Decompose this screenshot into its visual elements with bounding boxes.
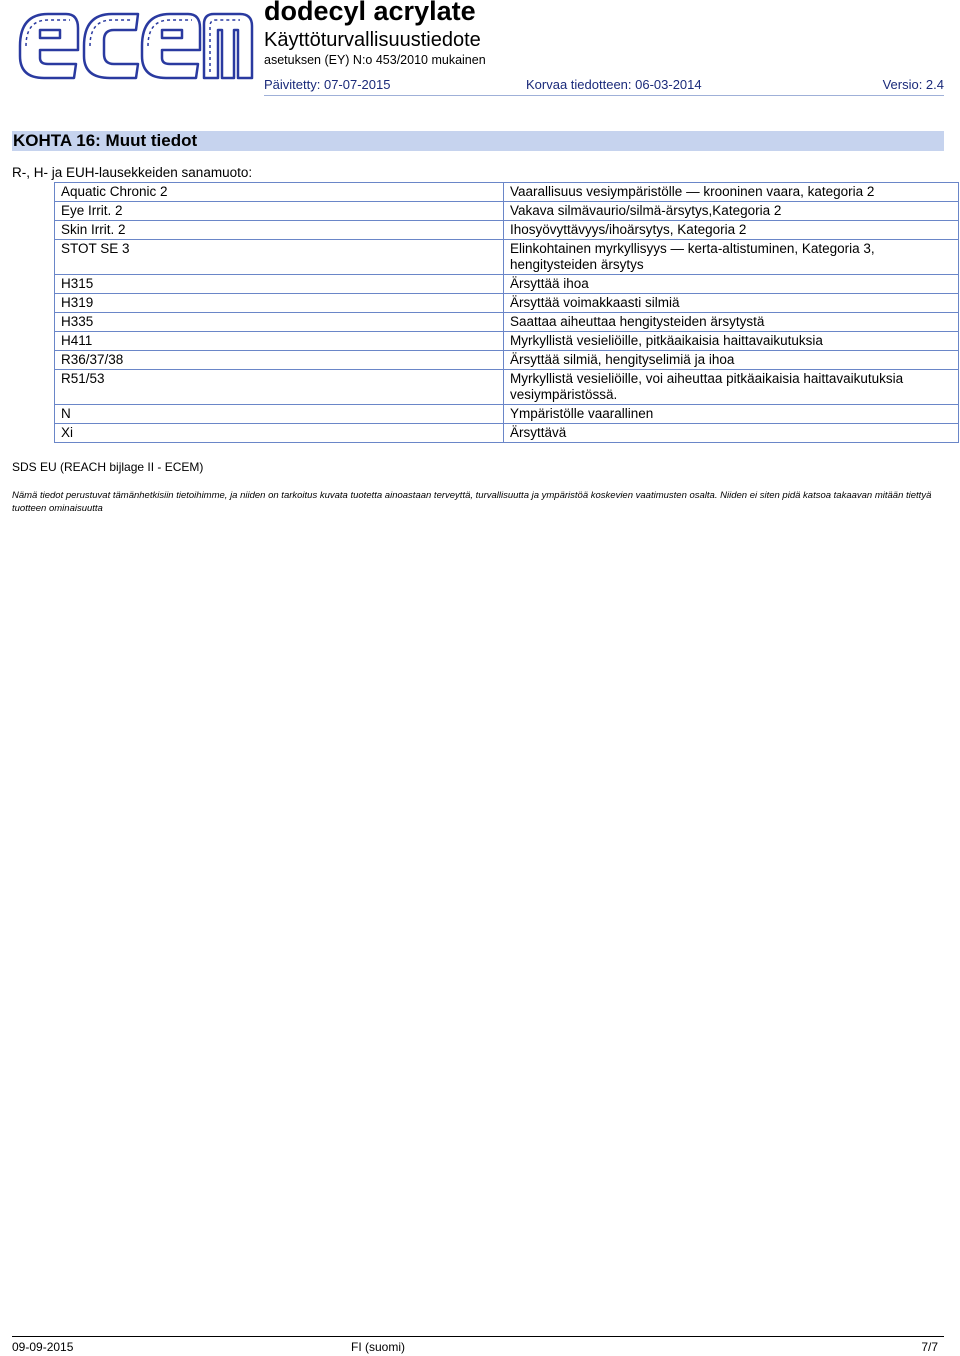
phrase-code: R51/53 xyxy=(55,370,504,405)
table-row xyxy=(55,332,959,351)
table-row xyxy=(55,275,959,294)
phrase-code: Aquatic Chronic 2 xyxy=(55,183,504,202)
table-row xyxy=(55,313,959,332)
phrase-code: H319 xyxy=(55,294,504,313)
footer-date: 09-09-2015 xyxy=(12,1340,74,1354)
replaces-date: Korvaa tiedotteen: 06-03-2014 xyxy=(526,77,702,92)
phrase-text: Saattaa aiheuttaa hengitysteiden ärsytystä xyxy=(504,313,959,332)
phrase-code: H315 xyxy=(55,275,504,294)
updated-date: Päivitetty: 07-07-2015 xyxy=(264,77,391,92)
phrase-text: Ärsyttää silmiä, hengityselimiä ja ihoa xyxy=(504,351,959,370)
phrase-text: Myrkyllistä vesieliöille, voi aiheuttaa pitkäaikaisia haittavaikutuksia vesiympäristössä. xyxy=(504,370,959,405)
header-divider xyxy=(264,95,944,96)
footer-language: FI (suomi) xyxy=(351,1340,405,1354)
phrase-text: Ympäristölle vaarallinen xyxy=(504,405,959,424)
ecem-logo xyxy=(14,6,254,84)
phrases-table xyxy=(54,182,959,443)
section-title: KOHTA 16: Muut tiedot xyxy=(12,131,944,151)
phrase-text: Ihosyövyttävyys/ihoärsytys, Kategoria 2 xyxy=(504,221,959,240)
table-row xyxy=(55,240,959,275)
disclaimer: Nämä tiedot perustuvat tämänhetkisiin tietoihimme, ja niiden on tarkoitus kuvata tuotetta ainoastaan terveyttä, turvallisuutta ja ympäristöä koskevien vaatimusten osalta. Niiden ei siten pidä katsoa takaavan mitään tiettyä tuotteen ominaisuutta xyxy=(12,490,932,514)
table-row xyxy=(55,183,959,202)
phrase-code: H335 xyxy=(55,313,504,332)
phrase-code: Xi xyxy=(55,424,504,443)
phrase-text: Myrkyllistä vesieliöille, pitkäaikaisia haittavaikutuksia xyxy=(504,332,959,351)
document-meta xyxy=(264,77,944,93)
phrase-text: Vaarallisuus vesiympäristölle — krooninen vaara, kategoria 2 xyxy=(504,183,959,202)
sds-reference: SDS EU (REACH bijlage II - ECEM) xyxy=(12,460,204,474)
regulation-note: asetuksen (EY) N:o 453/2010 mukainen xyxy=(264,53,486,67)
table-row xyxy=(55,424,959,443)
phrase-text: Ärsyttää ihoa xyxy=(504,275,959,294)
table-row xyxy=(55,370,959,405)
phrase-code: STOT SE 3 xyxy=(55,240,504,275)
phrase-text: Ärsyttävä xyxy=(504,424,959,443)
table-row xyxy=(55,294,959,313)
table-row xyxy=(55,405,959,424)
phrase-code: N xyxy=(55,405,504,424)
table-row xyxy=(55,221,959,240)
phrase-code: Skin Irrit. 2 xyxy=(55,221,504,240)
phrase-code: Eye Irrit. 2 xyxy=(55,202,504,221)
table-row xyxy=(55,202,959,221)
phrase-text: Vakava silmävaurio/silmä-ärsytys,Kategoria 2 xyxy=(504,202,959,221)
document-type: Käyttöturvallisuustiedote xyxy=(264,29,481,51)
product-name: dodecyl acrylate xyxy=(264,0,476,26)
page-footer xyxy=(12,1340,938,1356)
phrase-text: Elinkohtainen myrkyllisyys — kerta-altistuminen, Kategoria 3, hengitysteiden ärsytys xyxy=(504,240,959,275)
footer-divider xyxy=(12,1336,944,1337)
phrases-intro: R-, H- ja EUH-lausekkeiden sanamuoto: xyxy=(12,165,253,180)
phrase-code: H411 xyxy=(55,332,504,351)
table-row xyxy=(55,351,959,370)
page-number: 7/7 xyxy=(921,1340,938,1354)
phrase-code: R36/37/38 xyxy=(55,351,504,370)
phrase-text: Ärsyttää voimakkaasti silmiä xyxy=(504,294,959,313)
version-number: Versio: 2.4 xyxy=(882,77,944,92)
